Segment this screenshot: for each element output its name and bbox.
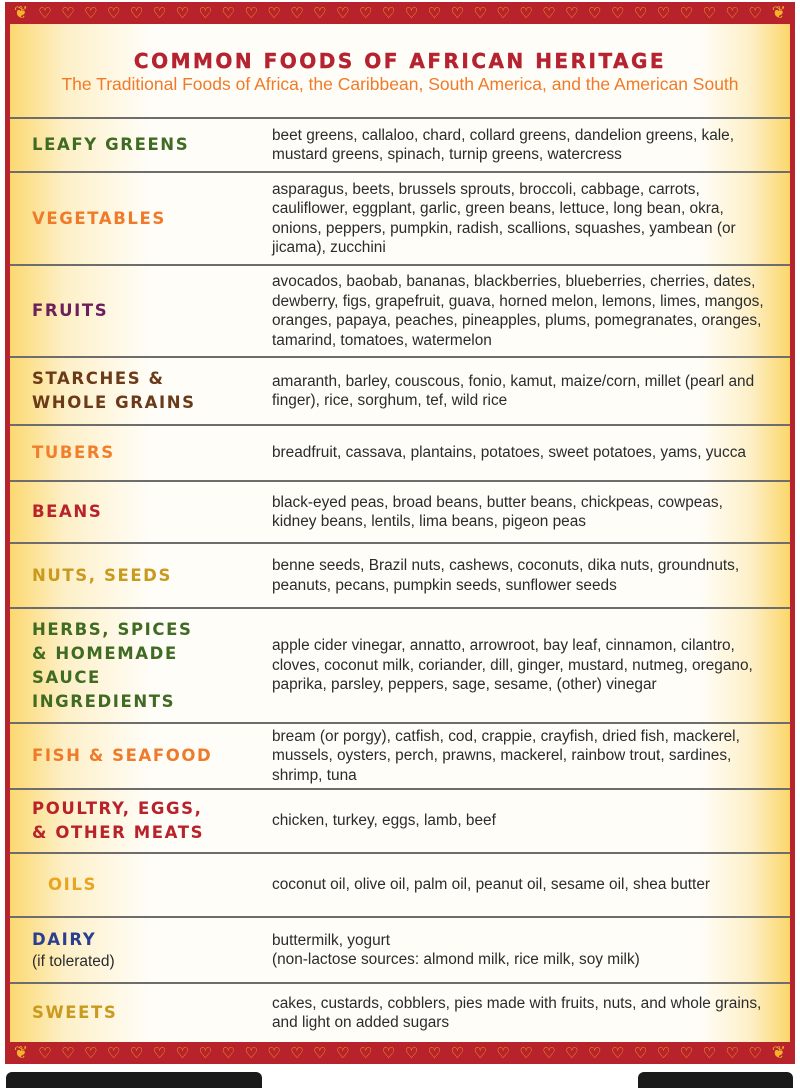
food-categories-table bbox=[10, 117, 790, 1042]
category-label bbox=[10, 564, 272, 588]
food-list-line: tamarind, tomatoes, watermelon bbox=[272, 331, 492, 349]
heart-icon: ♡ bbox=[702, 3, 716, 22]
heart-icon: ♡ bbox=[542, 3, 556, 22]
food-list-line: breadfruit, cassava, plantains, potatoes, sweet potatoes, yams, yucca bbox=[272, 444, 746, 462]
food-list-line: oranges, papaya, peaches, pineapples, plums, pomegranates, oranges, bbox=[272, 312, 762, 329]
food-list bbox=[272, 493, 777, 532]
food-list-line: apple cider vinegar, annatto, arrowroot, bay leaf, cinnamon, cilantro, bbox=[272, 637, 735, 655]
food-list-line: (non-lactose sources: almond milk, rice milk, soy milk) bbox=[272, 951, 640, 968]
heart-icon: ♡ bbox=[404, 3, 419, 22]
category-label bbox=[10, 500, 272, 524]
category-label-line: FISH & SEAFOOD bbox=[32, 746, 213, 765]
table-row bbox=[10, 358, 790, 426]
food-list-line: buttermilk, yogurt bbox=[272, 931, 391, 949]
bird-icon: ❦ bbox=[771, 1042, 787, 1063]
category-label bbox=[10, 441, 272, 465]
food-list bbox=[272, 875, 777, 895]
heart-icon: ♡ bbox=[656, 3, 671, 22]
heart-icon: ♡ bbox=[106, 3, 121, 22]
heart-icon: ♡ bbox=[496, 1043, 510, 1062]
heart-icon: ♡ bbox=[175, 3, 190, 22]
category-label bbox=[10, 928, 272, 972]
footer-website-text bbox=[638, 1072, 793, 1088]
heart-icon: ♡ bbox=[450, 1043, 464, 1062]
heart-icon: ♡ bbox=[610, 1043, 625, 1062]
heart-icon: ♡ bbox=[633, 1043, 648, 1062]
table-row bbox=[10, 854, 790, 918]
category-label bbox=[10, 299, 272, 323]
food-list-line: avocados, baobab, bananas, blackberries, blueberries, cherries, dates, bbox=[272, 273, 756, 290]
heart-icon: ♡ bbox=[244, 3, 258, 22]
heart-icon: ♡ bbox=[83, 1043, 98, 1062]
heart-icon: ♡ bbox=[679, 3, 693, 22]
category-label-line: HERBS, SPICES bbox=[32, 619, 193, 639]
category-label bbox=[10, 1001, 272, 1025]
heart-icon: ♡ bbox=[335, 3, 350, 22]
table-row bbox=[10, 790, 790, 854]
heart-icon: ♡ bbox=[565, 1043, 579, 1062]
category-label-line: SWEETS bbox=[32, 1003, 118, 1022]
table-row bbox=[10, 724, 790, 790]
table-row bbox=[10, 609, 790, 724]
heart-icon: ♡ bbox=[358, 1043, 373, 1062]
category-label bbox=[10, 744, 272, 768]
content-panel bbox=[10, 24, 790, 1042]
heart-icon: ♡ bbox=[198, 1043, 212, 1062]
heart-icon: ♡ bbox=[152, 1043, 167, 1062]
header bbox=[10, 24, 790, 117]
heart-icon: ♡ bbox=[61, 3, 75, 22]
category-label bbox=[10, 207, 272, 231]
heart-icon: ♡ bbox=[587, 1043, 602, 1062]
heart-icon: ♡ bbox=[427, 1043, 442, 1062]
category-label-line: DAIRY bbox=[32, 930, 97, 949]
heart-icon: ♡ bbox=[175, 1043, 190, 1062]
heart-icon: ♡ bbox=[267, 3, 281, 22]
heart-icon: ♡ bbox=[83, 3, 98, 22]
table-row bbox=[10, 119, 790, 173]
food-list-line: dewberry, figs, grapefruit, guava, horned melon, lemons, limes, mangos, bbox=[272, 292, 764, 310]
heart-icon: ♡ bbox=[404, 1043, 419, 1062]
heart-icon: ♡ bbox=[473, 3, 487, 22]
category-label bbox=[10, 133, 272, 157]
category-label-line: TUBERS bbox=[32, 443, 115, 462]
food-list-line: peanuts, pecans, pumpkin seeds, sunflower seeds bbox=[272, 576, 617, 594]
category-label-line: FRUITS bbox=[32, 301, 109, 320]
food-list-line: benne seeds, Brazil nuts, cashews, coconuts, dika nuts, groundnuts, bbox=[272, 557, 740, 574]
bird-icon: ❦ bbox=[13, 2, 29, 23]
heart-icon: ♡ bbox=[610, 3, 625, 22]
heart-icon: ♡ bbox=[633, 3, 648, 22]
category-label-line: INGREDIENTS bbox=[32, 691, 176, 711]
heart-icon: ♡ bbox=[152, 3, 167, 22]
table-row bbox=[10, 482, 790, 544]
food-list-line: cloves, coconut milk, coriander, dill, ginger, mustard, nutmeg, oregano, bbox=[272, 656, 753, 674]
heart-icon: ♡ bbox=[519, 1043, 533, 1062]
footer-copyright-text bbox=[6, 1072, 262, 1088]
food-list bbox=[272, 727, 777, 786]
table-row bbox=[10, 918, 790, 984]
food-list-line: black-eyed peas, broad beans, butter beans, chickpeas, cowpeas, bbox=[272, 493, 723, 511]
category-label-line: VEGETABLES bbox=[32, 208, 166, 228]
food-list bbox=[272, 180, 777, 258]
heart-icon: ♡ bbox=[748, 3, 762, 22]
heart-icon: ♡ bbox=[679, 1043, 693, 1062]
bottom-ornamental-border bbox=[5, 1042, 795, 1064]
food-list-line: chicken, turkey, eggs, lamb, beef bbox=[272, 812, 496, 830]
heart-icon: ♡ bbox=[61, 1043, 75, 1062]
bird-icon: ❦ bbox=[13, 1042, 29, 1063]
category-label bbox=[10, 367, 272, 415]
heart-icon: ♡ bbox=[565, 3, 579, 22]
category-label-line: OILS bbox=[48, 875, 97, 894]
heart-icon: ♡ bbox=[519, 3, 533, 22]
food-list-line: coconut oil, olive oil, palm oil, peanut oil, sesame oil, shea butter bbox=[272, 876, 711, 894]
food-list-line: finger), rice, sorghum, tef, wild rice bbox=[272, 392, 508, 409]
heart-icon: ♡ bbox=[702, 1043, 716, 1062]
food-list-line: amaranth, barley, couscous, fonio, kamut, maize/corn, millet (pearl and bbox=[272, 372, 755, 390]
heart-icon: ♡ bbox=[38, 3, 52, 22]
food-list bbox=[272, 126, 777, 165]
poster-frame bbox=[5, 0, 795, 1064]
food-list-line: asparagus, beets, brussels sprouts, broccoli, cabbage, carrots, bbox=[272, 180, 700, 198]
food-list-line: bream (or porgy), catfish, cod, crappie, crayfish, dried fish, mackerel, bbox=[272, 727, 740, 745]
food-list bbox=[272, 994, 777, 1033]
category-label bbox=[10, 618, 272, 714]
food-list-line: mustard greens, spinach, turnip greens, watercress bbox=[272, 146, 622, 163]
heart-icon: ♡ bbox=[587, 3, 602, 22]
category-label-line: BEANS bbox=[32, 502, 103, 521]
category-label-line: WHOLE GRAINS bbox=[32, 393, 196, 412]
heart-icon: ♡ bbox=[381, 1043, 396, 1062]
heart-icon: ♡ bbox=[221, 1043, 235, 1062]
category-label-line: STARCHES & bbox=[32, 369, 165, 388]
right-border bbox=[790, 22, 795, 1044]
heart-icon: ♡ bbox=[748, 1043, 762, 1062]
category-label-line: & HOMEMADE bbox=[32, 643, 178, 663]
food-list-line: jicama), zucchini bbox=[272, 239, 386, 256]
food-list bbox=[272, 443, 777, 463]
heart-icon: ♡ bbox=[198, 3, 212, 22]
category-label-line: & OTHER MEATS bbox=[32, 823, 205, 842]
category-label bbox=[10, 873, 272, 897]
heart-icon: ♡ bbox=[129, 1043, 144, 1062]
heart-icon: ♡ bbox=[290, 3, 304, 22]
heart-icon: ♡ bbox=[335, 1043, 350, 1062]
food-list-line: mussels, oysters, perch, prawns, mackerel, rainbow trout, sardines, bbox=[272, 747, 732, 765]
heart-icon: ♡ bbox=[221, 3, 235, 22]
food-list bbox=[272, 811, 777, 831]
heart-icon: ♡ bbox=[450, 3, 464, 22]
category-label-line: LEAFY GREENS bbox=[32, 135, 190, 154]
heart-icon: ♡ bbox=[656, 1043, 671, 1062]
food-list-line: beet greens, callaloo, chard, collard greens, dandelion greens, kale, bbox=[272, 126, 735, 144]
top-ornamental-border bbox=[5, 2, 795, 24]
table-row bbox=[10, 984, 790, 1042]
page-title: COMMON FOODS OF AFRICAN HERITAGE bbox=[133, 49, 667, 73]
heart-icon: ♡ bbox=[313, 3, 327, 22]
heart-icon: ♡ bbox=[129, 3, 144, 22]
heart-icon: ♡ bbox=[106, 1043, 121, 1062]
heart-icon: ♡ bbox=[473, 1043, 487, 1062]
heart-icon: ♡ bbox=[244, 1043, 258, 1062]
table-row bbox=[10, 426, 790, 482]
table-row bbox=[10, 544, 790, 609]
food-list-line: and light on added sugars bbox=[272, 1014, 450, 1031]
category-note: (if tolerated) bbox=[32, 953, 115, 970]
food-list-line: paprika, parsley, peppers, sage, sesame, (other) vinegar bbox=[272, 676, 657, 694]
category-label-line: POULTRY, EGGS, bbox=[32, 799, 203, 818]
food-list-line: shrimp, tuna bbox=[272, 766, 357, 784]
food-list-line: kidney beans, lentils, lima beans, pigeon peas bbox=[272, 513, 586, 530]
category-label-line: SAUCE bbox=[32, 667, 101, 687]
food-list bbox=[272, 636, 777, 695]
food-list-line: cauliflower, eggplant, garlic, green beans, lettuce, long bean, okra, bbox=[272, 200, 724, 217]
category-label bbox=[10, 797, 272, 845]
food-list bbox=[272, 931, 777, 970]
food-list bbox=[272, 372, 777, 411]
heart-icon: ♡ bbox=[290, 1043, 304, 1062]
food-list bbox=[272, 272, 777, 350]
food-list-line: onions, peppers, pumpkin, radish, scallions, squashes, yambean (or bbox=[272, 219, 736, 237]
table-row bbox=[10, 173, 790, 266]
food-list-line: cakes, custards, cobblers, pies made with fruits, nuts, and whole grains, bbox=[272, 994, 762, 1012]
heart-icon: ♡ bbox=[38, 1043, 52, 1062]
heart-icon: ♡ bbox=[358, 3, 373, 22]
heart-icon: ♡ bbox=[725, 1043, 739, 1062]
heart-icon: ♡ bbox=[381, 3, 396, 22]
heart-icon: ♡ bbox=[725, 3, 739, 22]
category-label-line: NUTS, SEEDS bbox=[32, 565, 172, 585]
heart-icon: ♡ bbox=[427, 3, 442, 22]
heart-icon: ♡ bbox=[267, 1043, 281, 1062]
table-row bbox=[10, 266, 790, 358]
heart-icon: ♡ bbox=[313, 1043, 327, 1062]
food-list bbox=[272, 556, 777, 595]
bird-icon: ❦ bbox=[771, 2, 787, 23]
page-subtitle: The Traditional Foods of Africa, the Caribbean, South America, and the American South bbox=[61, 74, 739, 94]
heart-icon: ♡ bbox=[496, 3, 510, 22]
heart-icon: ♡ bbox=[542, 1043, 556, 1062]
